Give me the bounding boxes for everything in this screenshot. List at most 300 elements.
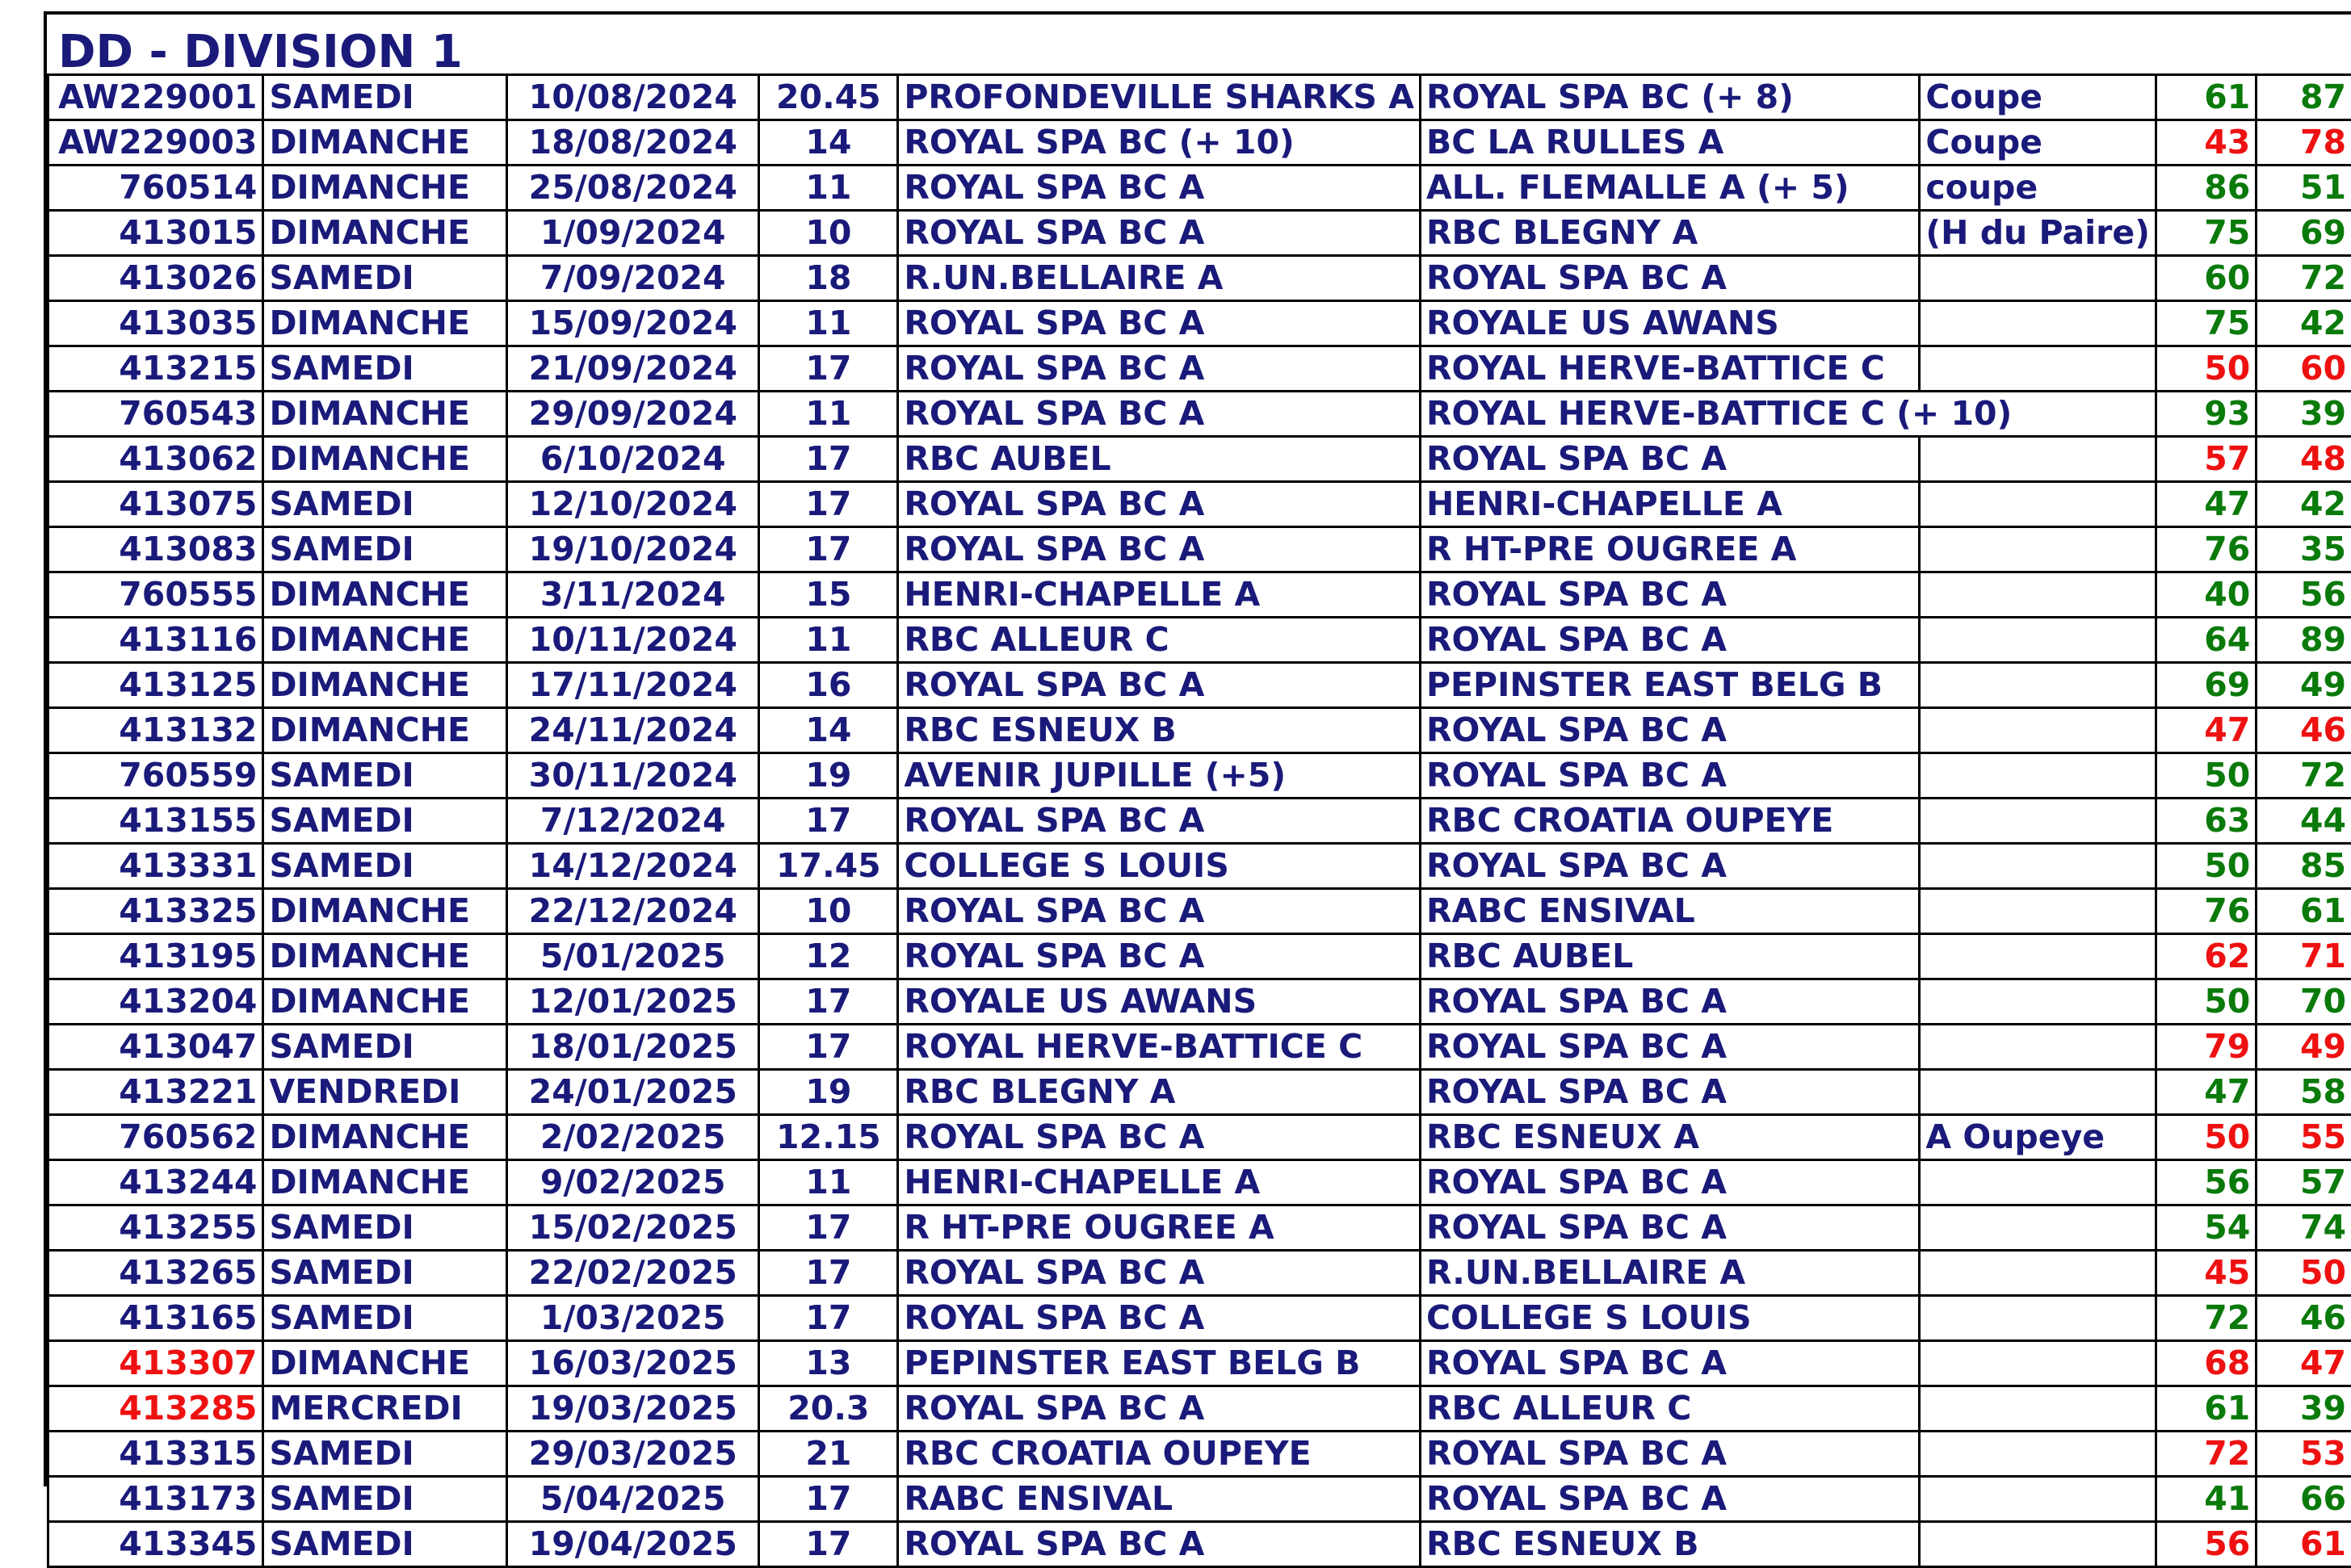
match-date-cell: 24/01/2025 bbox=[507, 1070, 759, 1115]
match-row bbox=[48, 527, 2351, 572]
match-row bbox=[48, 1386, 2351, 1432]
match-day-cell: VENDREDI bbox=[263, 1070, 507, 1115]
home-score-cell: 76 bbox=[2156, 889, 2256, 934]
match-row bbox=[48, 437, 2351, 482]
home-score-cell: 64 bbox=[2156, 618, 2256, 663]
match-time-cell: 16 bbox=[759, 663, 898, 708]
match-time-cell: 12 bbox=[759, 934, 898, 979]
away-score-cell: 44 bbox=[2257, 799, 2351, 844]
match-date-cell: 5/01/2025 bbox=[507, 934, 759, 979]
away-score-cell: 74 bbox=[2257, 1205, 2351, 1251]
home-team-cell: ROYAL SPA BC A bbox=[898, 1251, 1421, 1296]
home-team-cell: ROYAL SPA BC A bbox=[898, 1386, 1421, 1432]
match-day-cell: SAMEDI bbox=[263, 1477, 507, 1522]
match-day-cell: SAMEDI bbox=[263, 482, 507, 527]
match-id-cell: 760562 bbox=[48, 1115, 263, 1160]
away-score-cell: 51 bbox=[2257, 166, 2351, 211]
home-team-cell: PEPINSTER EAST BELG B bbox=[898, 1341, 1421, 1386]
match-time-cell: 14 bbox=[759, 120, 898, 166]
match-date-cell: 19/04/2025 bbox=[507, 1522, 759, 1567]
away-score-cell: 42 bbox=[2257, 301, 2351, 346]
home-team-cell: ROYAL SPA BC A bbox=[898, 799, 1421, 844]
match-id-cell: 413345 bbox=[48, 1522, 263, 1567]
match-row bbox=[48, 392, 2351, 437]
match-day-cell: DIMANCHE bbox=[263, 437, 507, 482]
away-score-cell: 61 bbox=[2257, 1522, 2351, 1567]
match-note-cell: A Oupeye bbox=[1920, 1115, 2156, 1160]
match-id-cell: 413015 bbox=[48, 211, 263, 256]
match-note-cell bbox=[1920, 979, 2156, 1025]
away-score-cell: 61 bbox=[2257, 889, 2351, 934]
home-score-cell: 56 bbox=[2156, 1522, 2256, 1567]
away-team-cell: ROYAL SPA BC A bbox=[1420, 1341, 1919, 1386]
match-note-cell: Coupe bbox=[1920, 75, 2156, 120]
match-id-cell: 413165 bbox=[48, 1296, 263, 1341]
home-team-cell: ROYAL SPA BC A bbox=[898, 301, 1421, 346]
match-row bbox=[48, 1025, 2351, 1070]
match-day-cell: SAMEDI bbox=[263, 844, 507, 889]
match-row bbox=[48, 1115, 2351, 1160]
match-id-cell: AW229001 bbox=[48, 75, 263, 120]
away-team-cell: RBC ESNEUX A bbox=[1420, 1115, 1919, 1160]
match-id-cell: 413244 bbox=[48, 1160, 263, 1205]
match-date-cell: 3/11/2024 bbox=[507, 572, 759, 618]
match-note-cell bbox=[1920, 934, 2156, 979]
match-table bbox=[47, 73, 2351, 1568]
home-team-cell: RBC ALLEUR C bbox=[898, 618, 1421, 663]
match-day-cell: DIMANCHE bbox=[263, 166, 507, 211]
away-team-cell: ROYAL SPA BC A bbox=[1420, 1205, 1919, 1251]
match-note-cell bbox=[1920, 889, 2156, 934]
home-team-cell: ROYAL SPA BC A bbox=[898, 482, 1421, 527]
match-time-cell: 17 bbox=[759, 979, 898, 1025]
away-score-cell: 70 bbox=[2257, 979, 2351, 1025]
match-id-cell: 413255 bbox=[48, 1205, 263, 1251]
match-note-cell bbox=[1920, 844, 2156, 889]
home-score-cell: 56 bbox=[2156, 1160, 2256, 1205]
match-date-cell: 9/02/2025 bbox=[507, 1160, 759, 1205]
match-note-cell: (H du Paire) bbox=[1920, 211, 2156, 256]
home-score-cell: 47 bbox=[2156, 708, 2256, 753]
home-team-cell: R.UN.BELLAIRE A bbox=[898, 256, 1421, 301]
match-note-cell: Coupe bbox=[1920, 120, 2156, 166]
away-score-cell: 69 bbox=[2257, 211, 2351, 256]
match-date-cell: 24/11/2024 bbox=[507, 708, 759, 753]
match-note-cell bbox=[1920, 1296, 2156, 1341]
match-day-cell: DIMANCHE bbox=[263, 301, 507, 346]
match-row bbox=[48, 1522, 2351, 1567]
match-date-cell: 15/09/2024 bbox=[507, 301, 759, 346]
away-team-cell: RBC AUBEL bbox=[1420, 934, 1919, 979]
match-note-cell: coupe bbox=[1920, 166, 2156, 211]
match-row bbox=[48, 346, 2351, 392]
match-note-cell bbox=[1920, 1251, 2156, 1296]
home-score-cell: 41 bbox=[2156, 1477, 2256, 1522]
match-row bbox=[48, 1341, 2351, 1386]
match-time-cell: 11 bbox=[759, 301, 898, 346]
match-day-cell: DIMANCHE bbox=[263, 392, 507, 437]
away-score-cell: 66 bbox=[2257, 1477, 2351, 1522]
away-score-cell: 72 bbox=[2257, 753, 2351, 799]
away-team-cell: RBC ALLEUR C bbox=[1420, 1386, 1919, 1432]
away-team-cell: R HT-PRE OUGREE A bbox=[1420, 527, 1919, 572]
away-team-cell: ROYALE US AWANS bbox=[1420, 301, 1919, 346]
match-date-cell: 22/12/2024 bbox=[507, 889, 759, 934]
home-score-cell: 75 bbox=[2156, 211, 2256, 256]
away-team-cell: ROYAL HERVE-BATTICE C (+ 10) bbox=[1420, 392, 2156, 437]
match-id-cell: 413026 bbox=[48, 256, 263, 301]
match-row bbox=[48, 301, 2351, 346]
home-team-cell: ROYAL SPA BC (+ 10) bbox=[898, 120, 1421, 166]
match-time-cell: 20.3 bbox=[759, 1386, 898, 1432]
match-day-cell: DIMANCHE bbox=[263, 663, 507, 708]
match-note-cell bbox=[1920, 663, 2156, 708]
match-row bbox=[48, 1296, 2351, 1341]
away-score-cell: 47 bbox=[2257, 1341, 2351, 1386]
away-team-cell: RABC ENSIVAL bbox=[1420, 889, 1919, 934]
match-date-cell: 25/08/2024 bbox=[507, 166, 759, 211]
away-score-cell: 53 bbox=[2257, 1432, 2351, 1477]
home-score-cell: 72 bbox=[2156, 1432, 2256, 1477]
match-day-cell: DIMANCHE bbox=[263, 211, 507, 256]
match-day-cell: DIMANCHE bbox=[263, 1341, 507, 1386]
match-row bbox=[48, 75, 2351, 120]
match-id-cell: 413195 bbox=[48, 934, 263, 979]
away-score-cell: 57 bbox=[2257, 1160, 2351, 1205]
away-score-cell: 58 bbox=[2257, 1070, 2351, 1115]
match-id-cell: 413331 bbox=[48, 844, 263, 889]
home-team-cell: R HT-PRE OUGREE A bbox=[898, 1205, 1421, 1251]
match-date-cell: 29/09/2024 bbox=[507, 392, 759, 437]
match-note-cell bbox=[1920, 437, 2156, 482]
home-score-cell: 50 bbox=[2156, 844, 2256, 889]
match-time-cell: 12.15 bbox=[759, 1115, 898, 1160]
match-day-cell: DIMANCHE bbox=[263, 120, 507, 166]
away-score-cell: 71 bbox=[2257, 934, 2351, 979]
match-date-cell: 14/12/2024 bbox=[507, 844, 759, 889]
match-id-cell: 413075 bbox=[48, 482, 263, 527]
home-score-cell: 40 bbox=[2156, 572, 2256, 618]
match-row bbox=[48, 979, 2351, 1025]
away-score-cell: 56 bbox=[2257, 572, 2351, 618]
match-id-cell: 413325 bbox=[48, 889, 263, 934]
match-day-cell: SAMEDI bbox=[263, 1205, 507, 1251]
match-note-cell bbox=[1920, 1432, 2156, 1477]
home-team-cell: ROYAL SPA BC A bbox=[898, 1296, 1421, 1341]
match-date-cell: 19/10/2024 bbox=[507, 527, 759, 572]
match-date-cell: 5/04/2025 bbox=[507, 1477, 759, 1522]
match-time-cell: 10 bbox=[759, 889, 898, 934]
match-note-cell bbox=[1920, 708, 2156, 753]
home-score-cell: 60 bbox=[2156, 256, 2256, 301]
match-row bbox=[48, 482, 2351, 527]
match-id-cell: 413307 bbox=[48, 1341, 263, 1386]
match-date-cell: 19/03/2025 bbox=[507, 1386, 759, 1432]
match-row bbox=[48, 708, 2351, 753]
match-note-cell bbox=[1920, 1070, 2156, 1115]
home-score-cell: 50 bbox=[2156, 346, 2256, 392]
home-score-cell: 68 bbox=[2156, 1341, 2256, 1386]
away-score-cell: 55 bbox=[2257, 1115, 2351, 1160]
match-time-cell: 17 bbox=[759, 1251, 898, 1296]
match-row bbox=[48, 1205, 2351, 1251]
away-team-cell: ROYAL HERVE-BATTICE C bbox=[1420, 346, 1919, 392]
home-score-cell: 76 bbox=[2156, 527, 2256, 572]
match-note-cell bbox=[1920, 618, 2156, 663]
match-date-cell: 18/08/2024 bbox=[507, 120, 759, 166]
match-date-cell: 2/02/2025 bbox=[507, 1115, 759, 1160]
match-day-cell: DIMANCHE bbox=[263, 618, 507, 663]
match-day-cell: DIMANCHE bbox=[263, 708, 507, 753]
match-time-cell: 17 bbox=[759, 799, 898, 844]
home-score-cell: 86 bbox=[2156, 166, 2256, 211]
match-day-cell: SAMEDI bbox=[263, 1296, 507, 1341]
match-row bbox=[48, 618, 2351, 663]
match-time-cell: 19 bbox=[759, 753, 898, 799]
match-time-cell: 21 bbox=[759, 1432, 898, 1477]
home-score-cell: 93 bbox=[2156, 392, 2256, 437]
match-id-cell: 413221 bbox=[48, 1070, 263, 1115]
match-row bbox=[48, 166, 2351, 211]
away-team-cell: ROYAL SPA BC (+ 8) bbox=[1420, 75, 1919, 120]
away-score-cell: 60 bbox=[2257, 346, 2351, 392]
match-note-cell bbox=[1920, 346, 2156, 392]
match-row bbox=[48, 211, 2351, 256]
match-time-cell: 11 bbox=[759, 392, 898, 437]
match-day-cell: SAMEDI bbox=[263, 346, 507, 392]
match-day-cell: SAMEDI bbox=[263, 753, 507, 799]
match-row bbox=[48, 889, 2351, 934]
match-id-cell: 760555 bbox=[48, 572, 263, 618]
match-id-cell: 413035 bbox=[48, 301, 263, 346]
match-day-cell: DIMANCHE bbox=[263, 1115, 507, 1160]
match-date-cell: 7/12/2024 bbox=[507, 799, 759, 844]
match-date-cell: 10/08/2024 bbox=[507, 75, 759, 120]
match-time-cell: 15 bbox=[759, 572, 898, 618]
home-score-cell: 72 bbox=[2156, 1296, 2256, 1341]
match-time-cell: 18 bbox=[759, 256, 898, 301]
match-time-cell: 17.45 bbox=[759, 844, 898, 889]
match-day-cell: DIMANCHE bbox=[263, 979, 507, 1025]
match-note-cell bbox=[1920, 1205, 2156, 1251]
match-day-cell: DIMANCHE bbox=[263, 934, 507, 979]
away-team-cell: R.UN.BELLAIRE A bbox=[1420, 1251, 1919, 1296]
match-date-cell: 29/03/2025 bbox=[507, 1432, 759, 1477]
match-day-cell: SAMEDI bbox=[263, 1025, 507, 1070]
match-note-cell bbox=[1920, 527, 2156, 572]
home-team-cell: ROYAL SPA BC A bbox=[898, 1115, 1421, 1160]
match-date-cell: 21/09/2024 bbox=[507, 346, 759, 392]
match-id-cell: 413285 bbox=[48, 1386, 263, 1432]
match-time-cell: 11 bbox=[759, 166, 898, 211]
match-time-cell: 19 bbox=[759, 1070, 898, 1115]
match-day-cell: DIMANCHE bbox=[263, 1160, 507, 1205]
away-team-cell: COLLEGE S LOUIS bbox=[1420, 1296, 1919, 1341]
home-team-cell: ROYAL SPA BC A bbox=[898, 889, 1421, 934]
match-day-cell: SAMEDI bbox=[263, 256, 507, 301]
match-note-cell bbox=[1920, 1341, 2156, 1386]
away-team-cell: ROYAL SPA BC A bbox=[1420, 844, 1919, 889]
match-date-cell: 15/02/2025 bbox=[507, 1205, 759, 1251]
match-time-cell: 17 bbox=[759, 346, 898, 392]
home-score-cell: 47 bbox=[2156, 482, 2256, 527]
match-day-cell: SAMEDI bbox=[263, 1432, 507, 1477]
match-day-cell: SAMEDI bbox=[263, 1251, 507, 1296]
match-day-cell: MERCREDI bbox=[263, 1386, 507, 1432]
match-date-cell: 30/11/2024 bbox=[507, 753, 759, 799]
match-row bbox=[48, 256, 2351, 301]
away-team-cell: ROYAL SPA BC A bbox=[1420, 1432, 1919, 1477]
match-time-cell: 17 bbox=[759, 437, 898, 482]
away-score-cell: 85 bbox=[2257, 844, 2351, 889]
home-team-cell: ROYAL SPA BC A bbox=[898, 392, 1421, 437]
match-date-cell: 17/11/2024 bbox=[507, 663, 759, 708]
match-time-cell: 17 bbox=[759, 527, 898, 572]
home-team-cell: RABC ENSIVAL bbox=[898, 1477, 1421, 1522]
match-date-cell: 12/01/2025 bbox=[507, 979, 759, 1025]
away-team-cell: ROYAL SPA BC A bbox=[1420, 1477, 1919, 1522]
home-team-cell: AVENIR JUPILLE (+5) bbox=[898, 753, 1421, 799]
away-team-cell: ROYAL SPA BC A bbox=[1420, 708, 1919, 753]
match-time-cell: 10 bbox=[759, 211, 898, 256]
match-time-cell: 17 bbox=[759, 1205, 898, 1251]
match-date-cell: 6/10/2024 bbox=[507, 437, 759, 482]
away-score-cell: 78 bbox=[2257, 120, 2351, 166]
away-score-cell: 72 bbox=[2257, 256, 2351, 301]
match-row bbox=[48, 799, 2351, 844]
home-score-cell: 63 bbox=[2156, 799, 2256, 844]
home-score-cell: 75 bbox=[2156, 301, 2256, 346]
match-day-cell: SAMEDI bbox=[263, 1522, 507, 1567]
match-id-cell: 413116 bbox=[48, 618, 263, 663]
away-team-cell: BC LA RULLES A bbox=[1420, 120, 1919, 166]
away-team-cell: ROYAL SPA BC A bbox=[1420, 572, 1919, 618]
home-team-cell: ROYALE US AWANS bbox=[898, 979, 1421, 1025]
home-score-cell: 62 bbox=[2156, 934, 2256, 979]
home-team-cell: ROYAL SPA BC A bbox=[898, 1522, 1421, 1567]
match-row bbox=[48, 1251, 2351, 1296]
home-score-cell: 79 bbox=[2156, 1025, 2256, 1070]
away-score-cell: 39 bbox=[2257, 1386, 2351, 1432]
away-team-cell: RBC BLEGNY A bbox=[1420, 211, 1919, 256]
away-score-cell: 49 bbox=[2257, 1025, 2351, 1070]
away-team-cell: ROYAL SPA BC A bbox=[1420, 1070, 1919, 1115]
match-note-cell bbox=[1920, 753, 2156, 799]
match-day-cell: DIMANCHE bbox=[263, 572, 507, 618]
home-team-cell: PROFONDEVILLE SHARKS A bbox=[898, 75, 1421, 120]
away-team-cell: ROYAL SPA BC A bbox=[1420, 979, 1919, 1025]
match-id-cell: 413315 bbox=[48, 1432, 263, 1477]
match-day-cell: SAMEDI bbox=[263, 527, 507, 572]
match-row bbox=[48, 1070, 2351, 1115]
away-team-cell: ROYAL SPA BC A bbox=[1420, 618, 1919, 663]
away-score-cell: 49 bbox=[2257, 663, 2351, 708]
home-team-cell: ROYAL SPA BC A bbox=[898, 346, 1421, 392]
away-score-cell: 48 bbox=[2257, 437, 2351, 482]
match-day-cell: SAMEDI bbox=[263, 75, 507, 120]
away-team-cell: PEPINSTER EAST BELG B bbox=[1420, 663, 1919, 708]
match-id-cell: 413083 bbox=[48, 527, 263, 572]
match-id-cell: 760514 bbox=[48, 166, 263, 211]
match-date-cell: 18/01/2025 bbox=[507, 1025, 759, 1070]
away-team-cell: HENRI-CHAPELLE A bbox=[1420, 482, 1919, 527]
away-team-cell: RBC ESNEUX B bbox=[1420, 1522, 1919, 1567]
home-team-cell: ROYAL SPA BC A bbox=[898, 934, 1421, 979]
match-time-cell: 17 bbox=[759, 1477, 898, 1522]
match-id-cell: 413265 bbox=[48, 1251, 263, 1296]
away-score-cell: 46 bbox=[2257, 708, 2351, 753]
match-id-cell: 413132 bbox=[48, 708, 263, 753]
match-note-cell bbox=[1920, 256, 2156, 301]
match-note-cell bbox=[1920, 1160, 2156, 1205]
home-team-cell: RBC ESNEUX B bbox=[898, 708, 1421, 753]
match-id-cell: 760543 bbox=[48, 392, 263, 437]
home-score-cell: 50 bbox=[2156, 753, 2256, 799]
match-time-cell: 11 bbox=[759, 618, 898, 663]
match-row bbox=[48, 753, 2351, 799]
match-note-cell bbox=[1920, 1386, 2156, 1432]
away-score-cell: 39 bbox=[2257, 392, 2351, 437]
match-time-cell: 13 bbox=[759, 1341, 898, 1386]
home-team-cell: ROYAL SPA BC A bbox=[898, 527, 1421, 572]
match-date-cell: 22/02/2025 bbox=[507, 1251, 759, 1296]
match-day-cell: SAMEDI bbox=[263, 799, 507, 844]
match-id-cell: 413204 bbox=[48, 979, 263, 1025]
home-team-cell: ROYAL HERVE-BATTICE C bbox=[898, 1025, 1421, 1070]
away-score-cell: 46 bbox=[2257, 1296, 2351, 1341]
match-note-cell bbox=[1920, 799, 2156, 844]
match-note-cell bbox=[1920, 482, 2156, 527]
away-score-cell: 42 bbox=[2257, 482, 2351, 527]
home-score-cell: 57 bbox=[2156, 437, 2256, 482]
match-id-cell: 413047 bbox=[48, 1025, 263, 1070]
match-time-cell: 14 bbox=[759, 708, 898, 753]
match-id-cell: 760559 bbox=[48, 753, 263, 799]
home-team-cell: RBC AUBEL bbox=[898, 437, 1421, 482]
match-id-cell: AW229003 bbox=[48, 120, 263, 166]
match-row bbox=[48, 1432, 2351, 1477]
away-team-cell: ROYAL SPA BC A bbox=[1420, 1160, 1919, 1205]
away-team-cell: ROYAL SPA BC A bbox=[1420, 256, 1919, 301]
away-team-cell: ALL. FLEMALLE A (+ 5) bbox=[1420, 166, 1919, 211]
home-team-cell: RBC CROATIA OUPEYE bbox=[898, 1432, 1421, 1477]
away-score-cell: 35 bbox=[2257, 527, 2351, 572]
match-row bbox=[48, 663, 2351, 708]
match-day-cell: DIMANCHE bbox=[263, 889, 507, 934]
match-id-cell: 413062 bbox=[48, 437, 263, 482]
match-id-cell: 413155 bbox=[48, 799, 263, 844]
match-time-cell: 20.45 bbox=[759, 75, 898, 120]
match-row bbox=[48, 934, 2351, 979]
match-time-cell: 11 bbox=[759, 1160, 898, 1205]
match-note-cell bbox=[1920, 572, 2156, 618]
match-date-cell: 1/03/2025 bbox=[507, 1296, 759, 1341]
home-score-cell: 61 bbox=[2156, 75, 2256, 120]
away-team-cell: RBC CROATIA OUPEYE bbox=[1420, 799, 1919, 844]
away-score-cell: 89 bbox=[2257, 618, 2351, 663]
home-score-cell: 43 bbox=[2156, 120, 2256, 166]
match-note-cell bbox=[1920, 1477, 2156, 1522]
match-time-cell: 17 bbox=[759, 1522, 898, 1567]
home-score-cell: 47 bbox=[2156, 1070, 2256, 1115]
division-title: DD - DIVISION 1 bbox=[58, 18, 463, 82]
home-team-cell: COLLEGE S LOUIS bbox=[898, 844, 1421, 889]
match-date-cell: 1/09/2024 bbox=[507, 211, 759, 256]
match-time-cell: 17 bbox=[759, 1296, 898, 1341]
home-team-cell: ROYAL SPA BC A bbox=[898, 663, 1421, 708]
home-team-cell: ROYAL SPA BC A bbox=[898, 166, 1421, 211]
home-score-cell: 54 bbox=[2156, 1205, 2256, 1251]
